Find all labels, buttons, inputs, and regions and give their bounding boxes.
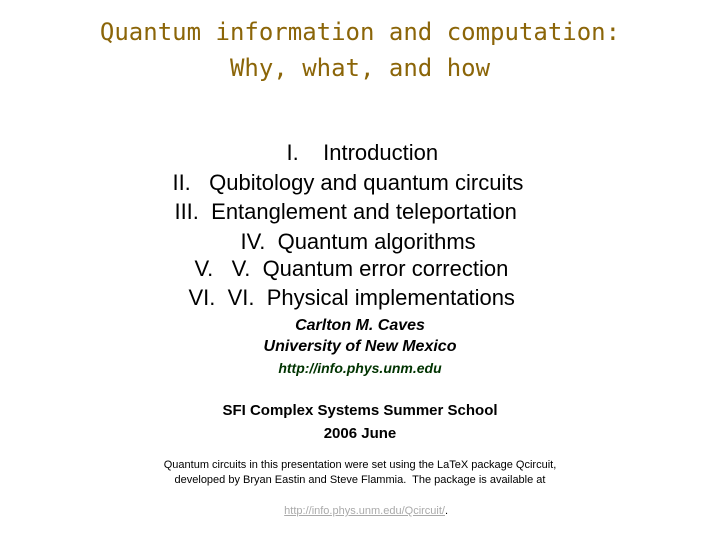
footnote-line-1: Quantum circuits in this presentation were set using the LaTeX package Qcircuit, xyxy=(163,459,557,471)
outline-text: Quantum algorithms xyxy=(277,229,476,254)
event-name: SFI Complex Systems Summer School xyxy=(222,402,498,419)
outline-text: Introduction xyxy=(323,140,439,165)
title-line-1: Quantum information and computation: xyxy=(99,18,621,46)
outline-numeral: VI. xyxy=(188,285,216,310)
outline-text: Qubitology and quantum circuits xyxy=(209,170,524,195)
footnote-period: . xyxy=(444,505,449,517)
outline-text: V. Quantum error correction xyxy=(231,256,509,281)
author-url-link[interactable]: http://info.phys.unm.edu xyxy=(278,360,442,376)
outline-text: VI. Physical implementations xyxy=(227,285,515,310)
outline-numeral: V. xyxy=(194,256,214,281)
author-name: Carlton M. Caves xyxy=(295,317,425,334)
outline-numeral: I. xyxy=(286,140,299,165)
event-date: 2006 June xyxy=(323,425,397,442)
title-line-2: Why, what, and how xyxy=(229,54,491,82)
footnote-line-2: developed by Bryan Eastin and Steve Flammia. The package is available at xyxy=(174,474,546,486)
outline-text: Entanglement and teleportation xyxy=(211,199,517,224)
outline-numeral: IV. xyxy=(240,229,266,254)
author-affiliation: University of New Mexico xyxy=(263,338,457,355)
outline-numeral: II. xyxy=(172,170,191,195)
qcircuit-link[interactable]: http://info.phys.unm.edu/Qcircuit/ xyxy=(284,505,445,517)
outline-gap xyxy=(215,285,227,310)
outline-gap xyxy=(199,199,211,224)
outline-numeral: III. xyxy=(174,199,199,224)
footnote-line-3 xyxy=(0,487,720,535)
